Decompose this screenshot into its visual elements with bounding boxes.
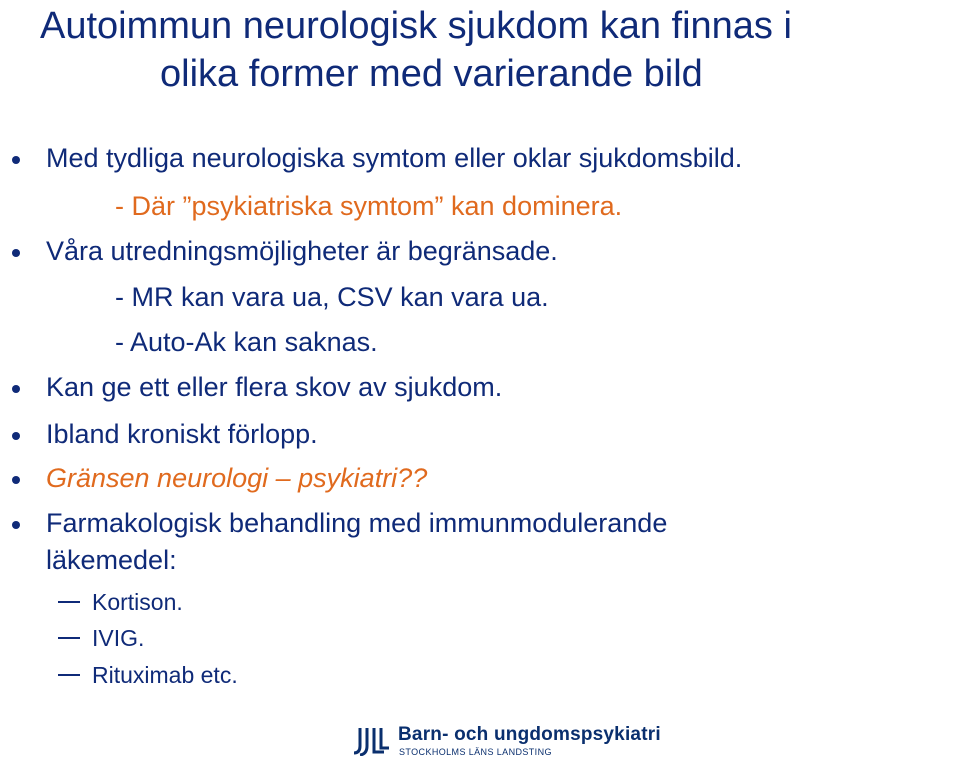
- bullet-icon: [4, 419, 28, 450]
- title-line-2: olika former med varierande bild: [160, 53, 703, 95]
- logo-subtitle: STOCKHOLMS LÄNS LANDSTING: [399, 747, 552, 757]
- sll-logo-mark-icon: [352, 726, 390, 756]
- bullet-icon: [4, 508, 28, 539]
- sub-item-text: IVIG.: [92, 625, 145, 651]
- bullet-text: Kan ge ett eller flera skov av sjukdom.: [46, 372, 503, 402]
- sub-item-text: Kortison.: [92, 589, 183, 615]
- sub-line-text: - Där ”psykiatriska symtom” kan dominera.: [115, 191, 623, 221]
- slide-title: [40, 2, 955, 98]
- dash-icon: [58, 601, 80, 603]
- bullet-text: Gränsen neurologi – psykiatri??: [46, 463, 428, 493]
- title-line-1: Autoimmun neurologisk sjukdom kan finnas i: [40, 5, 792, 47]
- sub-item: [58, 589, 183, 616]
- bullet-icon: [4, 236, 28, 267]
- footer-logo: [352, 720, 661, 760]
- sub-item: [58, 625, 144, 652]
- sub-line-text: - Auto-Ak kan saknas.: [115, 327, 378, 357]
- bullet-icon: [4, 463, 28, 494]
- bullet-text: läkemedel:: [46, 545, 177, 575]
- bullet-icon: [4, 143, 28, 174]
- dash-icon: [58, 674, 80, 676]
- bullet-text: Ibland kroniskt förlopp.: [46, 419, 318, 449]
- dash-icon: [58, 637, 80, 639]
- bullet-text: Farmakologisk behandling med immunmodulerande: [46, 508, 668, 538]
- bullet-text: Med tydliga neurologiska symtom eller oklar sjukdomsbild.: [46, 143, 743, 173]
- sub-item-text: Rituximab etc.: [92, 662, 238, 688]
- bullet-text: Våra utredningsmöjligheter är begränsade.: [46, 236, 558, 266]
- sub-line-text: - MR kan vara ua, CSV kan vara ua.: [115, 282, 549, 312]
- sub-item: [58, 662, 238, 689]
- bullet-icon: [4, 372, 28, 403]
- logo-title: Barn- och ungdomspsykiatri: [398, 724, 661, 745]
